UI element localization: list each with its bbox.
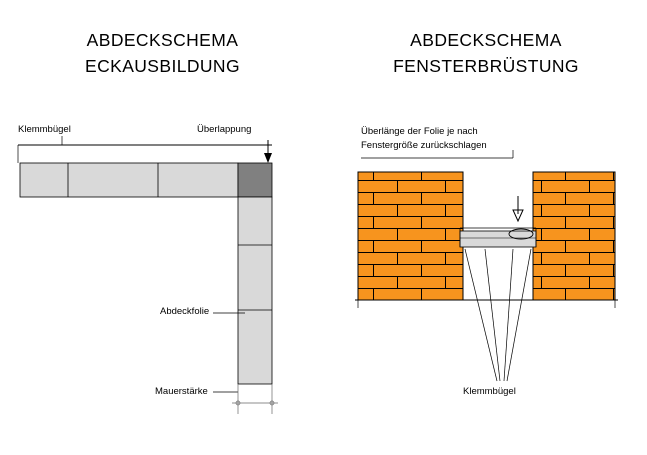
masonry-left-pier	[358, 172, 463, 300]
overlap-arrow	[264, 140, 272, 163]
right-title-line2: FENSTERBRÜSTUNG	[393, 56, 579, 76]
right-diagram-panel	[325, 0, 647, 455]
foil-horizontal-arm	[20, 163, 238, 197]
note-line1: Überlänge der Folie je nach	[361, 126, 478, 137]
wall-thickness-dimension	[213, 384, 278, 414]
left-title-line1: ABDECKSCHEMA	[86, 30, 239, 50]
note-leader	[361, 150, 513, 158]
note-line2: Fenstergröße zurückschlagen	[361, 140, 487, 151]
overlap-square	[238, 163, 272, 197]
label-klemmbuegel-right: Klemmbügel	[463, 386, 516, 397]
label-ueberlappung: Überlappung	[197, 124, 252, 135]
foil-vertical-arm	[238, 197, 272, 384]
left-title-line2: ECKAUSBILDUNG	[85, 56, 240, 76]
sill-foil	[460, 228, 536, 247]
label-mauerstaerke: Mauerstärke	[155, 386, 208, 397]
clamp-leaders	[465, 249, 531, 381]
masonry-right-pier	[533, 172, 615, 300]
label-abdeckfolie: Abdeckfolie	[160, 306, 210, 317]
right-title-line1: ABDECKSCHEMA	[410, 30, 562, 50]
foldback-arrow	[513, 196, 523, 221]
label-klemmbuegel-left: Klemmbügel	[18, 124, 71, 135]
